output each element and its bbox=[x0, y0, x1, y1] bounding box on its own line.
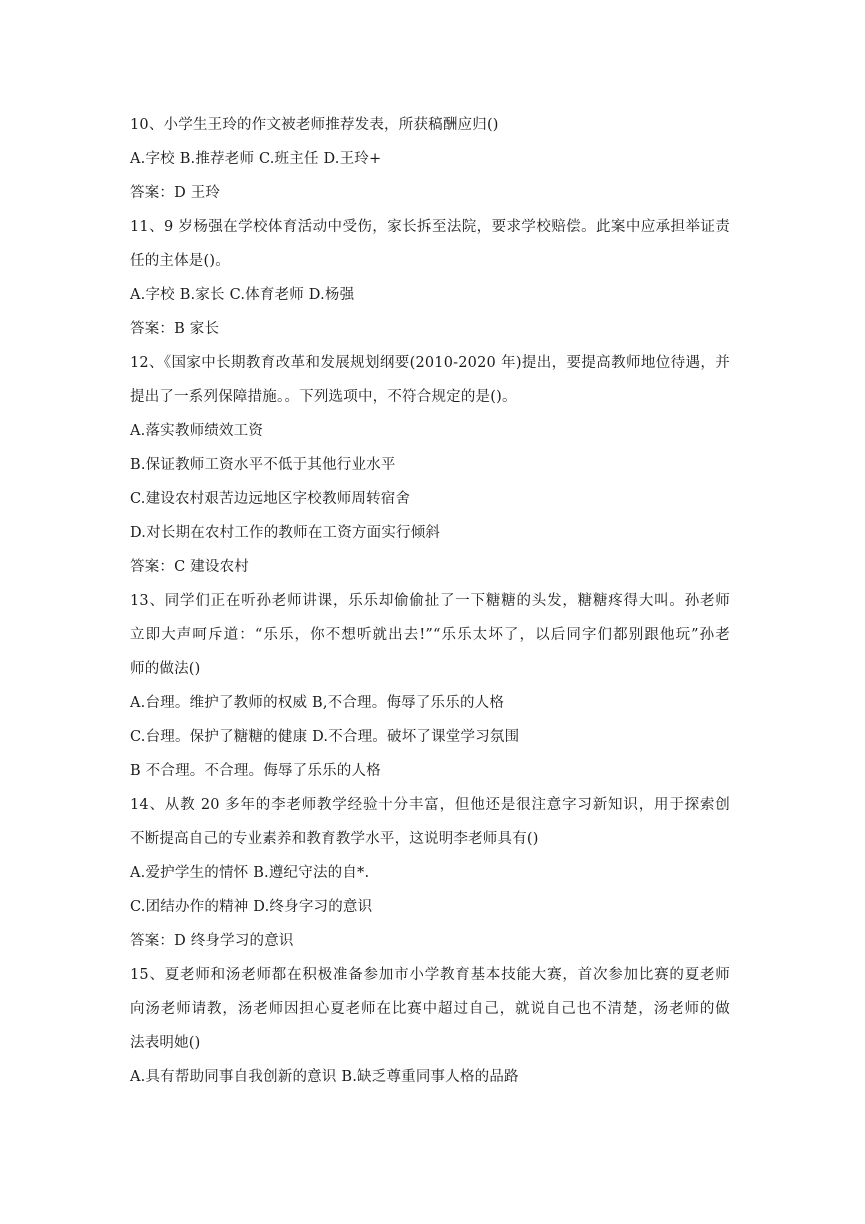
question-10-text: 10、小学生王玲的作文被老师推荐发表，所获稿酬应归() bbox=[130, 117, 499, 133]
question-13-options-ab: A.台理。维护了教师的权威 B,不合理。侮辱了乐乐的人格 bbox=[130, 695, 505, 711]
question-12-answer: 答案：C 建设农村 bbox=[130, 559, 250, 575]
question-11-options: A.字校 B.家长 C.体育老师 D.杨强 bbox=[130, 287, 355, 303]
question-12-option-a: A.落实教师绩效工资 bbox=[130, 423, 264, 439]
question-14-text-line-2: 不断提高自己的专业素养和教育教学水平，这说明李老师具有() bbox=[130, 831, 539, 847]
question-12-option-d: D.对长期在农村工作的教师在工资方面实行倾斜 bbox=[130, 525, 441, 541]
question-13-text-line-1: 13、同学们正在听孙老师讲课，乐乐却偷偷扯了一下糖糖的头发，糖糖疼得大叫。孙老师 bbox=[130, 593, 730, 609]
question-13-answer: B 不合理。不合理。侮辱了乐乐的人格 bbox=[130, 763, 381, 779]
question-13-text-line-2: 立即大声呵斥道：“乐乐，你不想听就出去!”“乐乐太坏了，以后同字们都别跟他玩”孙老 bbox=[130, 627, 730, 643]
question-11-text-line-2: 任的主体是()。 bbox=[130, 253, 230, 269]
question-10-answer: 答案：D 王玲 bbox=[130, 185, 221, 201]
question-11-answer: 答案：B 家长 bbox=[130, 321, 220, 337]
question-15-text-line-3: 法表明她() bbox=[130, 1035, 201, 1051]
question-15-text-line-2: 向汤老师请教，汤老师因担心夏老师在比赛中超过自己，就说自己也不清楚，汤老师的做 bbox=[130, 1001, 730, 1017]
question-14-options-cd: C.团结办作的精神 D.终身字习的意识 bbox=[130, 899, 373, 915]
question-13-text-line-3: 师的做法() bbox=[130, 661, 201, 677]
question-14-options-ab: A.爱护学生的情怀 B.遵纪守法的自*. bbox=[130, 865, 370, 881]
question-15-text-line-1: 15、夏老师和汤老师都在积极准备参加市小学教育基本技能大赛，首次参加比赛的夏老师 bbox=[130, 967, 730, 983]
question-12-text-line-2: 提出了一系列保障措施。。下列选项中，不符合规定的是()。 bbox=[130, 389, 517, 405]
question-10-options: A.字校 B.推荐老师 C.班主任 D.王玲+ bbox=[130, 151, 382, 167]
question-11-text-line-1: 11、9 岁杨强在学校体育活动中受伤，家长拆至法院，要求学校赔偿。此案中应承担举证责 bbox=[130, 219, 730, 235]
question-15-options-ab: A.具有帮助同事自我创新的意识 B.缺乏尊重同事人格的品路 bbox=[130, 1069, 519, 1085]
question-13-options-cd: C.台理。保护了糖糖的健康 D.不合理。破坏了课堂学习氛围 bbox=[130, 729, 520, 745]
question-14-text-line-1: 14、从教 20 多年的李老师教学经验十分丰富，但他还是很注意字习新知识，用于探索创 bbox=[130, 797, 730, 813]
question-12-text-line-1: 12、《国家中长期教育改革和发展规划纲要(2010-2020 年)提出，要提高教师地位待遇，并 bbox=[130, 355, 730, 371]
question-12-option-b: B.保证教师工资水平不低于其他行业水平 bbox=[130, 457, 396, 473]
question-12-option-c: C.建设农村艰苦边远地区字校教师周转宿舍 bbox=[130, 491, 411, 507]
question-14-answer: 答案：D 终身学习的意识 bbox=[130, 933, 294, 949]
document-body bbox=[130, 108, 730, 1094]
